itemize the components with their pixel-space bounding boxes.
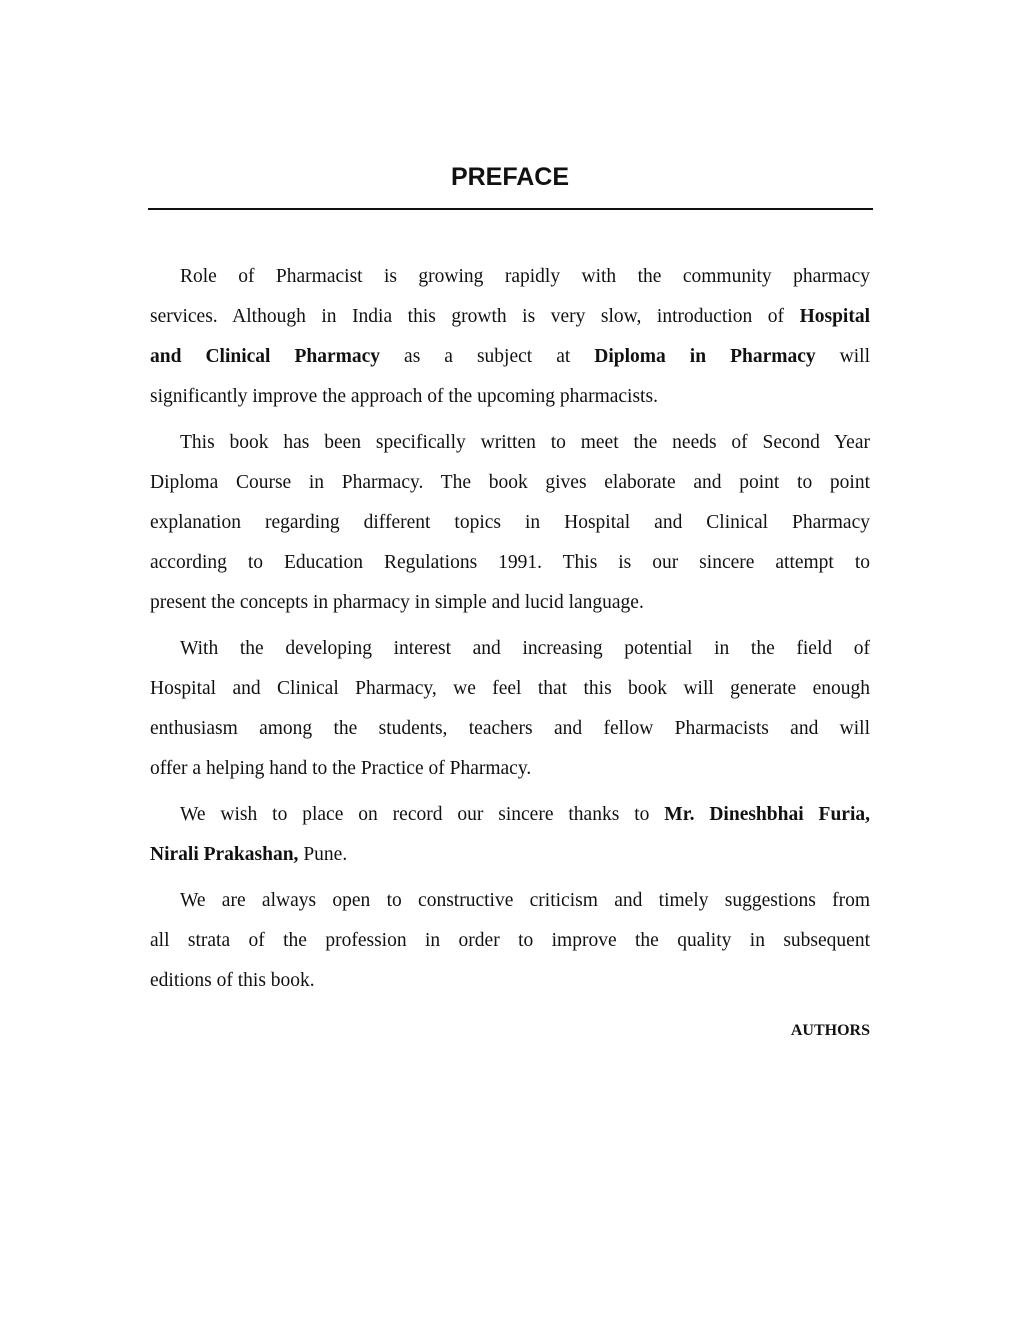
text-line <box>150 543 870 583</box>
text-line <box>150 961 870 1001</box>
text-segment: explanation regarding different topics in Hospital and Clinical Pharmacy <box>150 512 870 533</box>
text-segment: services. Although in India this growth is very slow, introduction of <box>150 306 800 327</box>
bold-text: Diploma in Pharmacy <box>594 346 816 367</box>
text-segment: editions of this book. <box>150 970 315 991</box>
text-line <box>150 503 870 543</box>
paragraph <box>150 795 870 875</box>
text-line <box>150 463 870 503</box>
text-line <box>150 257 870 297</box>
paragraph <box>150 881 870 1001</box>
text-segment: all strata of the profession in order to improve the quality in subsequent <box>150 930 870 951</box>
text-segment: We are always open to constructive criticism and timely suggestions from <box>180 890 870 911</box>
text-segment: With the developing interest and increasing potential in the field of <box>180 638 870 659</box>
text-line <box>150 629 870 669</box>
text-segment: Diploma Course in Pharmacy. The book gives elaborate and point to point <box>150 472 870 493</box>
text-segment: Role of Pharmacist is growing rapidly with the community pharmacy <box>180 266 870 287</box>
paragraph <box>150 257 870 417</box>
preface-body <box>150 257 870 1001</box>
text-segment: offer a helping hand to the Practice of Pharmacy. <box>150 758 532 779</box>
text-segment: This book has been specifically written to meet the needs of Second Year <box>180 432 870 453</box>
title-divider <box>148 208 873 210</box>
text-segment: as a subject at <box>380 346 595 367</box>
text-line <box>150 583 870 623</box>
text-segment: enthusiasm among the students, teachers and fellow Pharmacists and will <box>150 718 870 739</box>
text-line <box>150 835 870 875</box>
authors-signature: AUTHORS <box>790 1022 870 1039</box>
text-segment: present the concepts in pharmacy in simple and lucid language. <box>150 592 644 613</box>
page-title: PREFACE <box>450 163 570 191</box>
bold-text: Mr. Dineshbhai Furia, <box>664 804 870 825</box>
text-segment: will <box>815 346 870 367</box>
text-line <box>150 749 870 789</box>
text-line <box>150 881 870 921</box>
text-line <box>150 709 870 749</box>
text-segment: We wish to place on record our sincere thanks to <box>180 804 665 825</box>
text-segment: Pune. <box>298 844 348 865</box>
text-line <box>150 377 870 417</box>
bold-text: Hospital <box>799 306 870 327</box>
text-line <box>150 337 870 377</box>
text-line <box>150 669 870 709</box>
text-segment: according to Education Regulations 1991. This is our sincere attempt to <box>150 552 870 573</box>
text-segment: significantly improve the approach of the upcoming pharmacists. <box>150 386 658 407</box>
text-line <box>150 297 870 337</box>
text-line <box>150 423 870 463</box>
paragraph <box>150 629 870 789</box>
bold-text: Nirali Prakashan, <box>150 844 299 865</box>
paragraph <box>150 423 870 623</box>
text-line <box>150 795 870 835</box>
text-segment: Hospital and Clinical Pharmacy, we feel that this book will generate enough <box>150 678 870 699</box>
bold-text: and Clinical Pharmacy <box>150 346 381 367</box>
text-line <box>150 921 870 961</box>
